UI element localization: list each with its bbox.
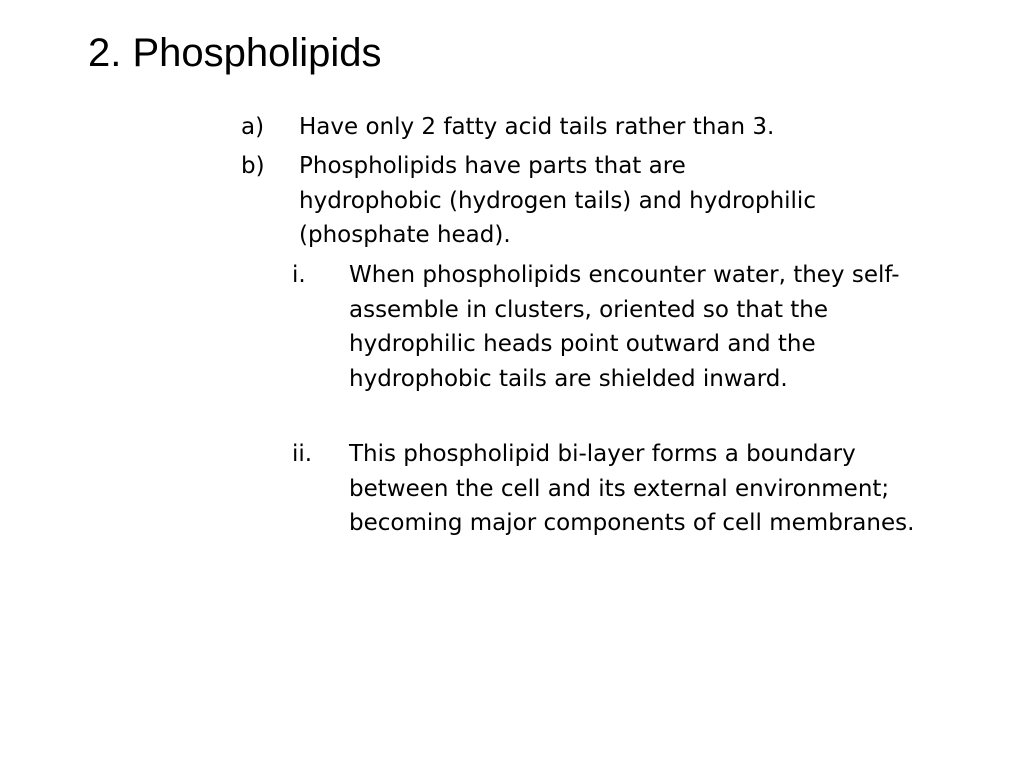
list-text-b: Phospholipids have parts that are hydrophobic (hydrogen tails) and hydrophilic (phosphate head). bbox=[299, 153, 816, 248]
list-marker-b: b) bbox=[241, 153, 265, 179]
sublist-marker-ii: ii. bbox=[292, 441, 313, 467]
list-text-a: Have only 2 fatty acid tails rather than 3. bbox=[299, 114, 775, 140]
sublist-text-ii: This phospholipid bi-layer forms a boundary between the cell and its external environment; becoming major components of cell membranes. bbox=[349, 441, 915, 536]
sublist-item-i bbox=[292, 258, 932, 396]
sublist-item-ii bbox=[292, 437, 932, 541]
list-marker-a: a) bbox=[241, 114, 265, 140]
list-item-b bbox=[241, 149, 901, 253]
slide-title: 2. Phospholipids bbox=[88, 31, 382, 75]
sublist-text-i: When phospholipids encounter water, they self-assemble in clusters, oriented so that the hydrophilic heads point outward and the hydrophobic tails are shielded inward. bbox=[349, 262, 900, 392]
sublist-marker-i: i. bbox=[292, 262, 306, 288]
list-item-a bbox=[241, 110, 901, 145]
